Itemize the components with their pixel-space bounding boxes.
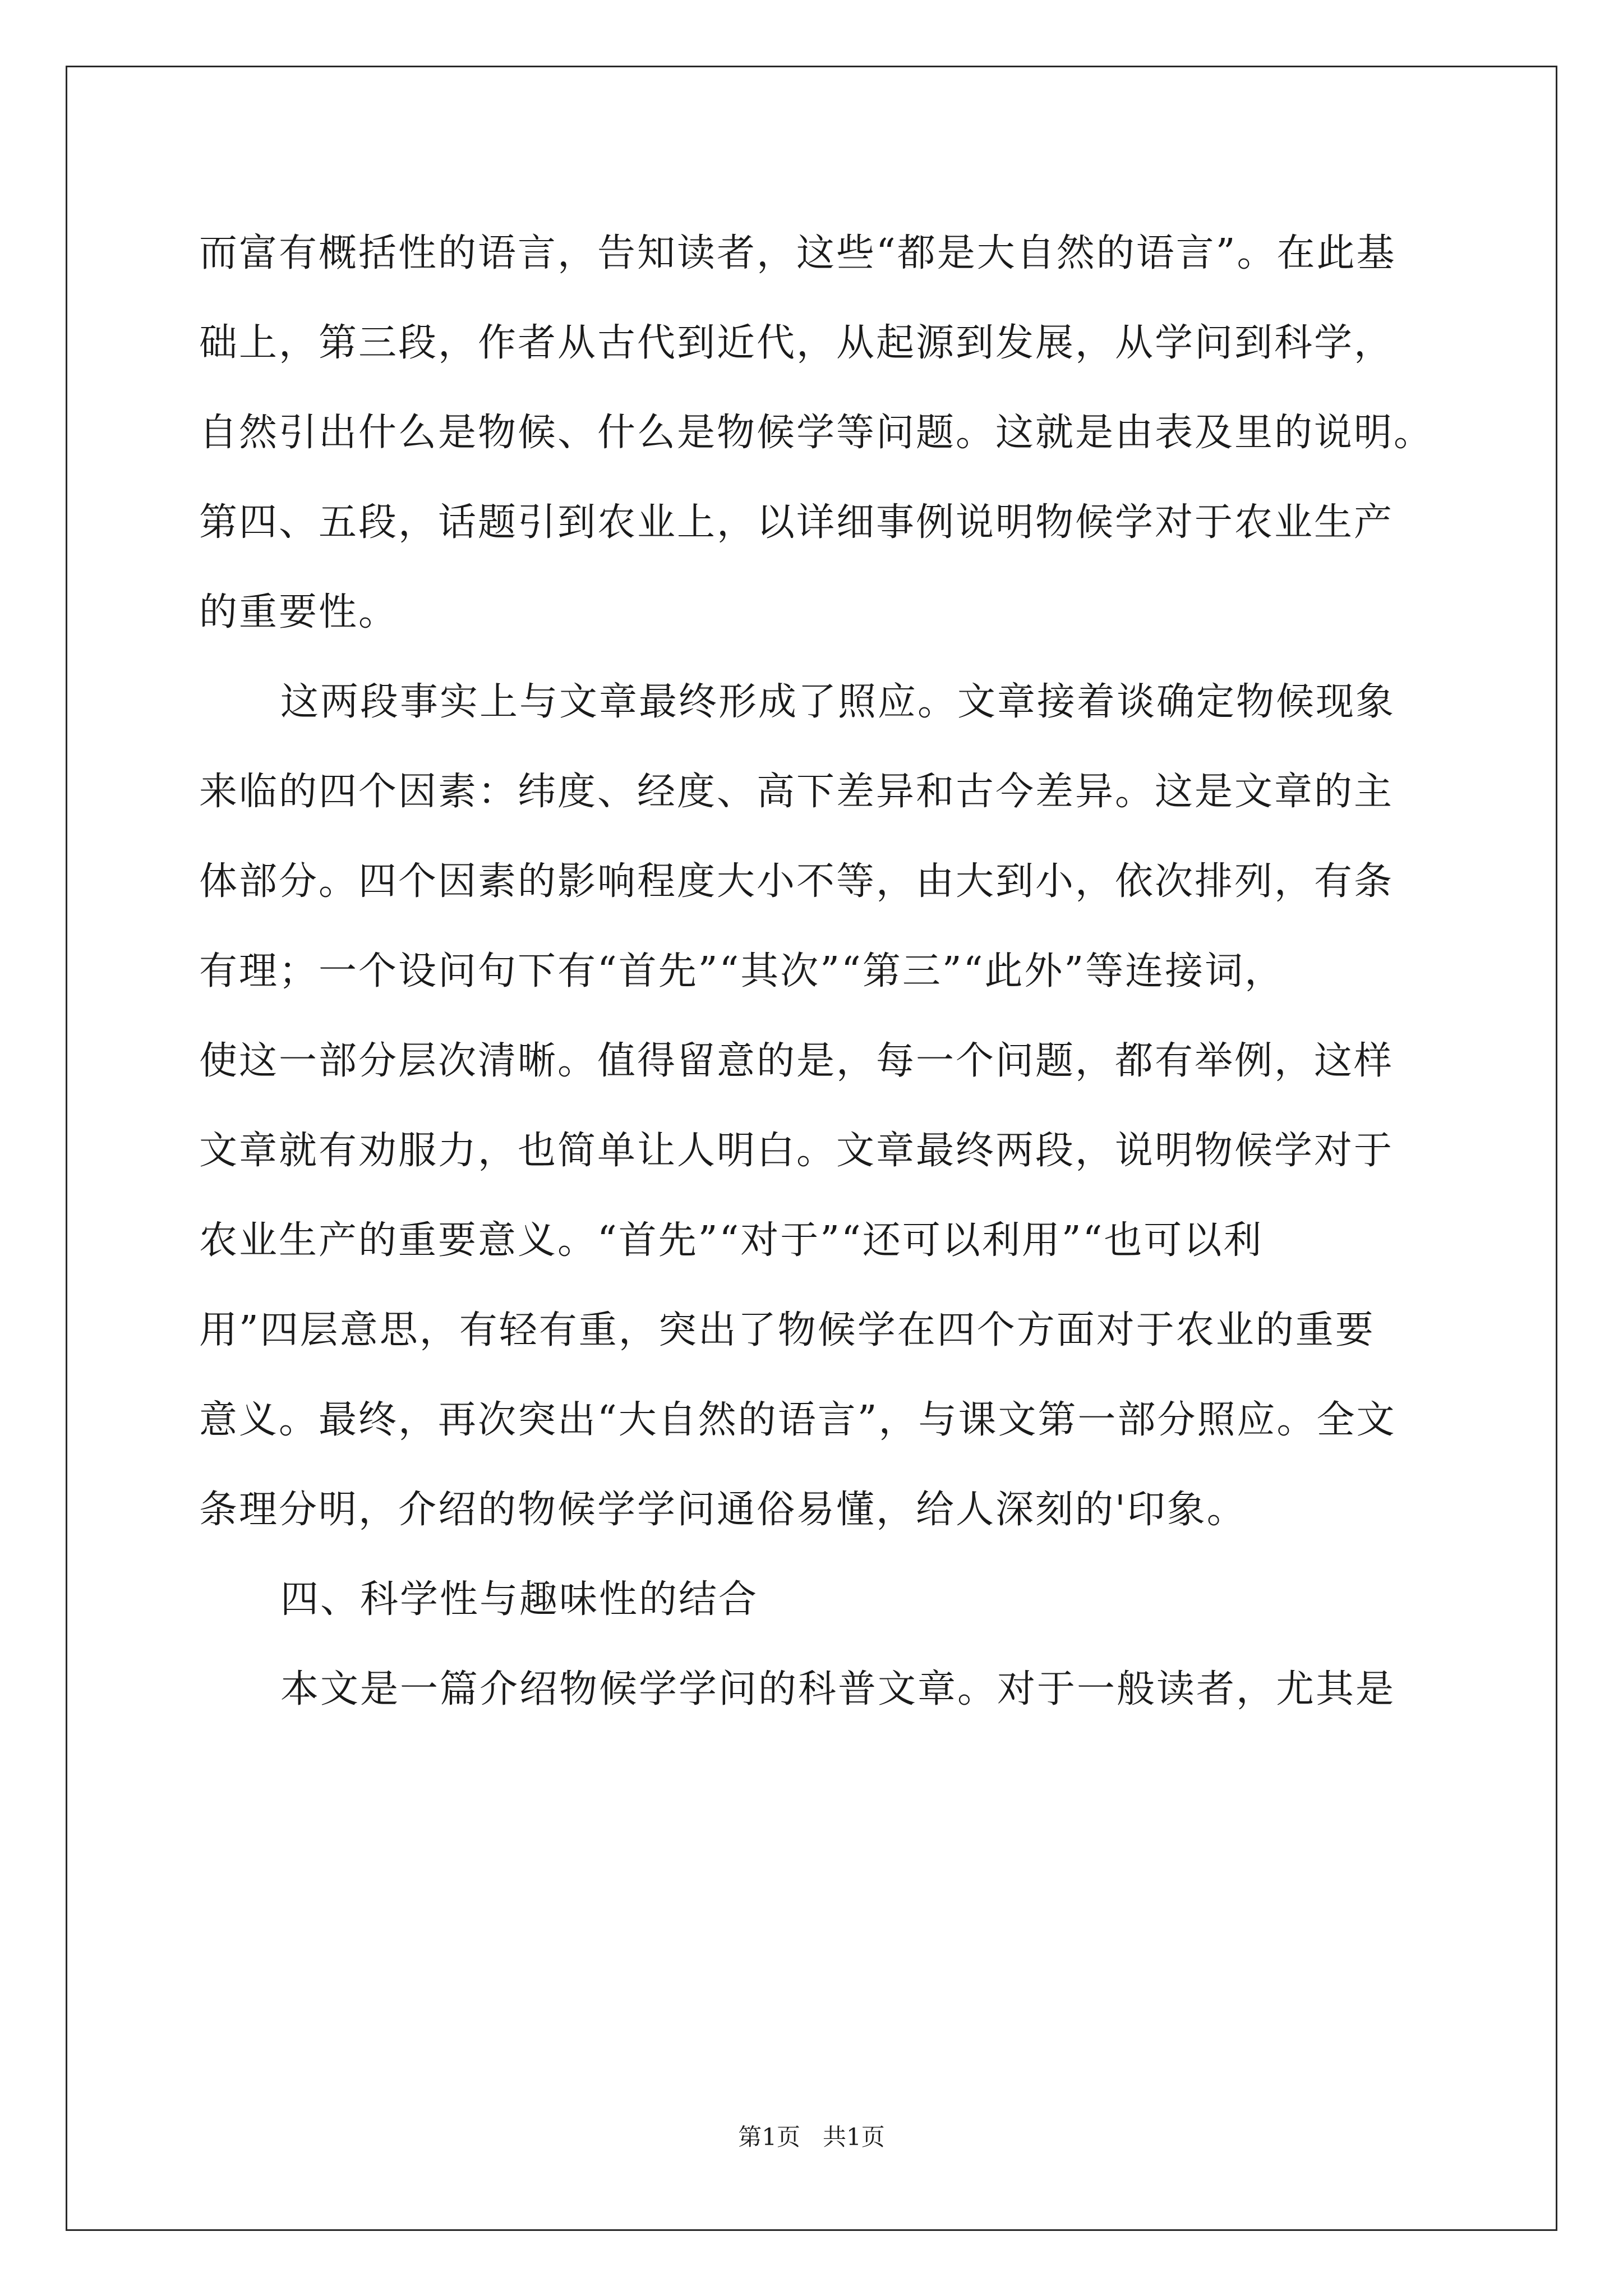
text-line: 自然引出什么是物候、什么是物候学等问题。这就是由表及里的说明。 (199, 411, 1434, 455)
text-line: 文章就有劝服力，也简单让人明白。文章最终两段，说明物候学对于 (199, 1129, 1394, 1173)
text-line: 来临的四个因素：纬度、经度、高下差异和古今差异。这是文章的主 (199, 770, 1394, 814)
text-line: 础上，第三段，作者从古代到近代，从起源到发展，从学问到科学， (199, 321, 1394, 365)
text-line: 意义。最终，再次突出“大自然的语言”，与课文第一部分照应。全文 (199, 1398, 1396, 1442)
text-line: 体部分。四个因素的影响程度大小不等，由大到小，依次排列，有条 (199, 859, 1394, 904)
text-line: 农业生产的重要意义。“首先”“对于”“还可以利用”“也可以利 (199, 1218, 1264, 1263)
text-line: 条理分明，介绍的物候学学问通俗易懂，给人深刻的'印象。 (199, 1488, 1247, 1532)
text-line: 的重要性。 (199, 590, 399, 634)
paragraph-first-line: 本文是一篇介绍物候学学问的科普文章。对于一般读者，尤其是 (280, 1667, 1396, 1711)
paragraph-first-line: 这两段事实上与文章最终形成了照应。文章接着谈确定物候现象 (280, 680, 1396, 724)
text-line: 而富有概括性的语言，告知读者，这些“都是大自然的语言”。在此基 (199, 231, 1396, 275)
text-line: 第四、五段，话题引到农业上，以详细事例说明物候学对于农业生产 (199, 500, 1394, 545)
text-line: 使这一部分层次清晰。值得留意的是，每一个问题，都有举例，这样 (199, 1039, 1394, 1083)
text-line: 用”四层意思，有轻有重，突出了物候学在四个方面对于农业的重要 (199, 1308, 1375, 1352)
page-footer: 第1页 共1页 (738, 2123, 885, 2151)
section-heading: 四、科学性与趣味性的结合 (280, 1577, 759, 1622)
text-line: 有理；一个设问句下有“首先”“其次”“第三”“此外”等连接词， (199, 949, 1285, 993)
